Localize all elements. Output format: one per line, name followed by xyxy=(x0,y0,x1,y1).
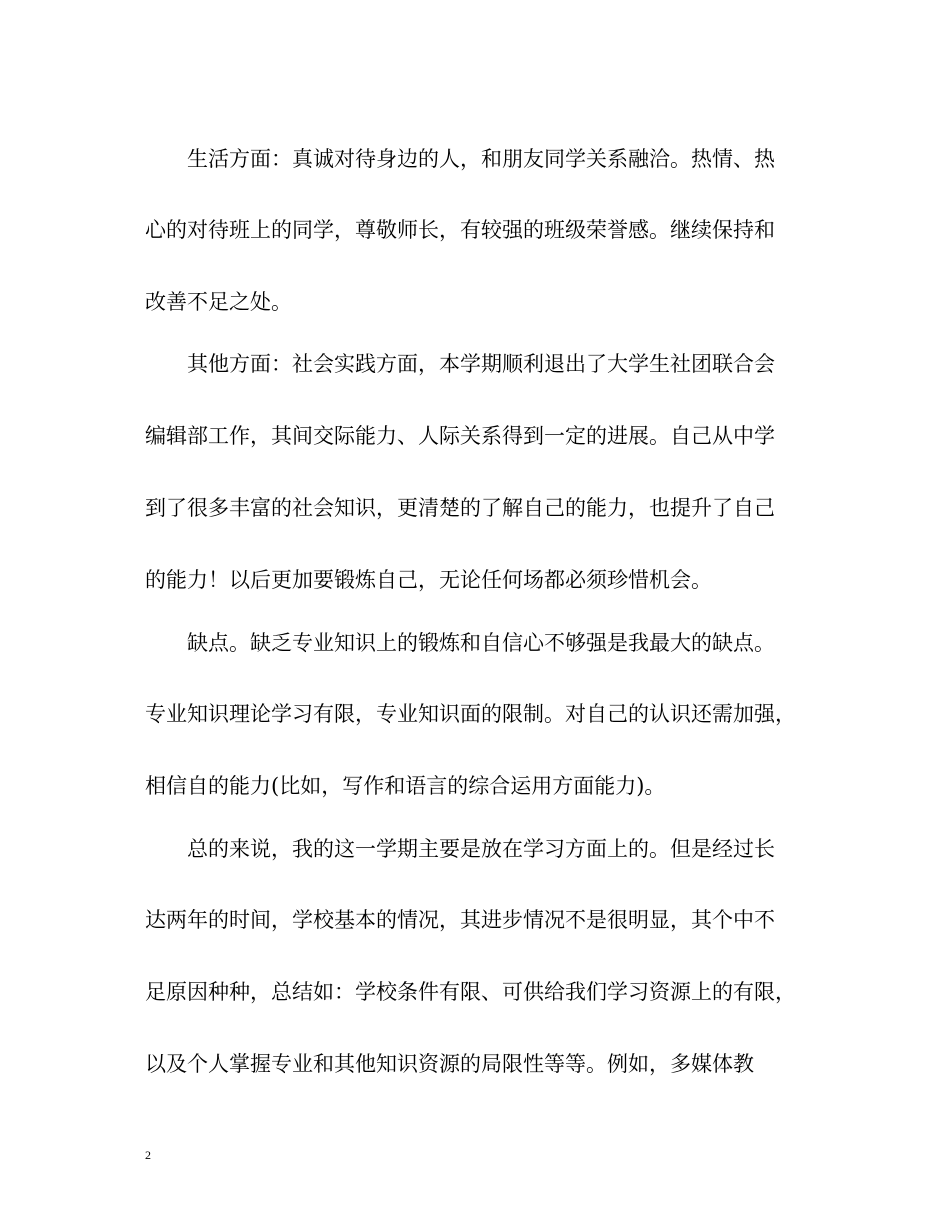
text-line: 生活方面：真诚对待身边的人，和朋友同学关系融洽。热情、热 xyxy=(145,147,775,171)
text-line: 足原因种种，总结如：学校条件有限、可供给我们学习资源上的有限， xyxy=(145,980,796,1004)
text-line: 缺点。缺乏专业知识上的锻炼和自信心不够强是我最大的缺点。 xyxy=(145,631,775,655)
text-line: 到了很多丰富的社会知识，更清楚的了解自己的能力，也提升了自己 xyxy=(145,496,775,520)
text-line: 的能力！以后更加要锻炼自己，无论任何场都必须珍惜机会。 xyxy=(145,568,712,592)
text-line: 改善不足之处。 xyxy=(145,290,292,314)
text-line: 编辑部工作，其间交际能力、人际关系得到一定的进展。自己从中学 xyxy=(145,424,775,448)
page-number: 2 xyxy=(145,1148,151,1162)
text-line: 以及个人掌握专业和其他知识资源的局限性等等。例如，多媒体教 xyxy=(145,1052,754,1076)
text-line: 其他方面：社会实践方面，本学期顺利退出了大学生社团联合会 xyxy=(145,352,775,376)
text-line: 达两年的时间，学校基本的情况，其进步情况不是很明显，其个中不 xyxy=(145,908,775,932)
text-line: 总的来说，我的这一学期主要是放在学习方面上的。但是经过长 xyxy=(145,837,775,861)
text-line: 专业知识理论学习有限，专业知识面的限制。对自己的认识还需加强， xyxy=(145,702,796,726)
text-line: 相信自的能力(比如，写作和语言的综合运用方面能力)。 xyxy=(145,774,666,798)
text-line: 心的对待班上的同学，尊敬师长，有较强的班级荣誉感。继续保持和 xyxy=(145,218,775,242)
